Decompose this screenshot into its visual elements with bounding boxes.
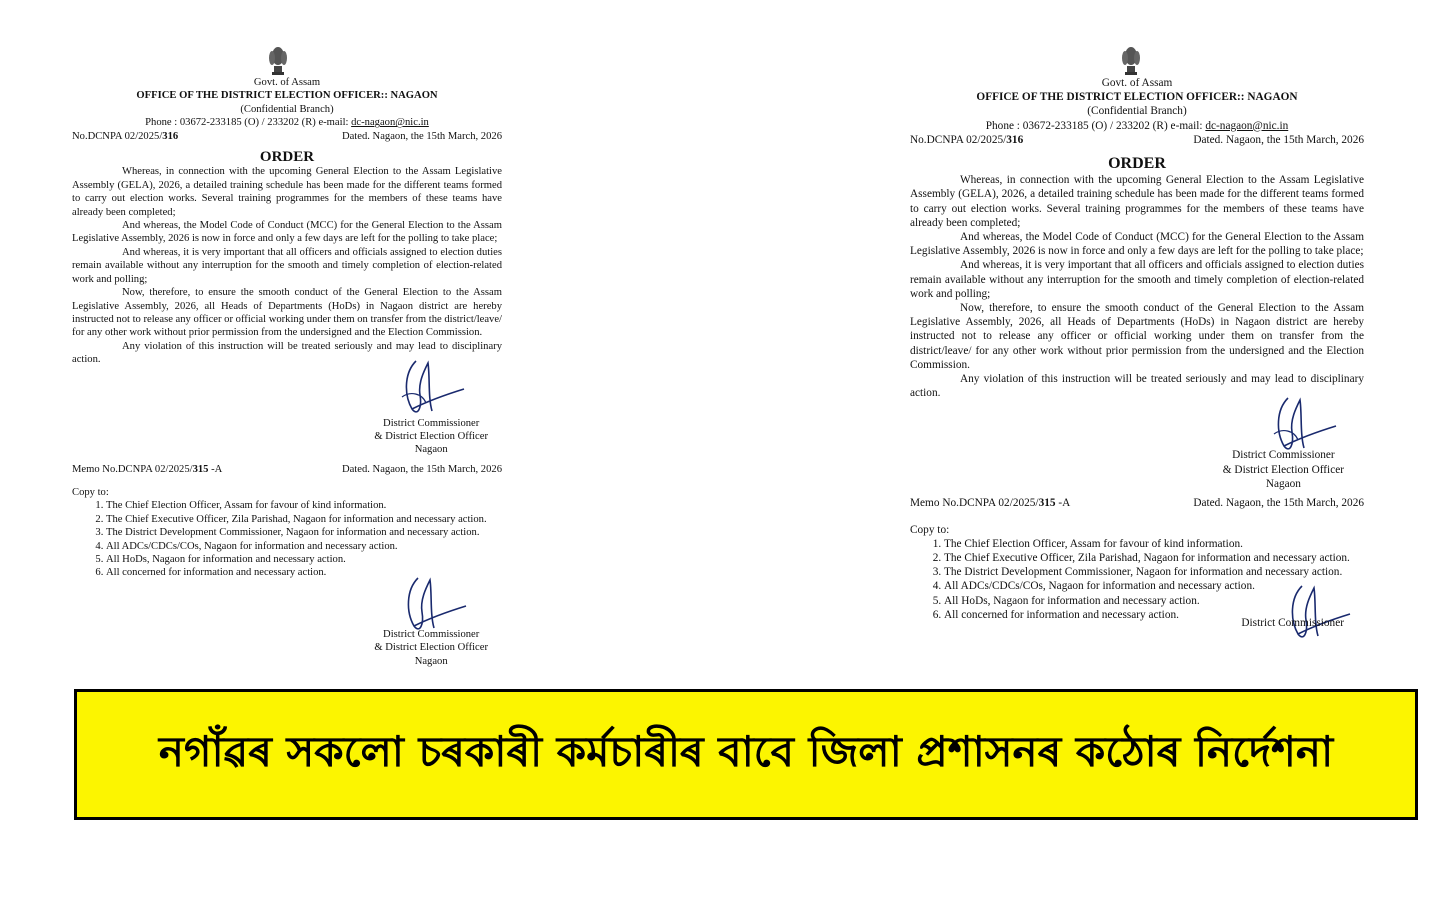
signature-block (72, 367, 502, 456)
list-item: 1. The Chief Election Officer, Assam for favour of kind information. (944, 537, 1364, 551)
reference-row (72, 130, 502, 143)
copy-to-list (72, 499, 502, 579)
list-item: 6. All concerned for information and necessary action. (944, 608, 1364, 622)
order-number: No.DCNPA 02/2025/316 (72, 130, 179, 142)
order-title: ORDER (259, 149, 315, 166)
list-item: 4. All ADCs/CDCs/COs, Nagaon for information and necessary action. (944, 579, 1364, 593)
order-paragraph: And whereas, it is very important that all officers and officials assigned to election duties remain available without any interruption for the smooth and timely completion of election-related work and polling; (72, 246, 502, 285)
order-paragraph: Any violation of this instruction will be treated seriously and may lead to disciplinary action. (72, 340, 502, 366)
memo-row (910, 496, 1364, 510)
list-item: 6. All concerned for information and necessary action. (106, 566, 502, 579)
govt-line: Govt. of Assam (253, 77, 321, 88)
signatory-text: District Commissioner & District Election Officer Nagaon (374, 628, 488, 667)
signature-block (910, 400, 1364, 490)
order-paragraph: And whereas, the Model Code of Conduct (MCC) for the General Election to the Assam Legislative Assembly, 2026 is now in force and only a few days are left for the polling to take place; (910, 231, 1364, 258)
phone-text: Phone : 03672-233185 (O) / 233202 (R) e-mail: (145, 117, 349, 129)
list-item: 3. The District Development Commissioner, Nagaon for information and necessary action. (944, 565, 1364, 579)
order-paragraph: Now, therefore, to ensure the smooth conduct of the General Election to the Assam Legislative Assembly, 2026, all Heads of Departments (HoDs) in Nagaon district are hereby instructed not to release any officer or official working under them on transfer from the district/leave/ for any other work without prior permission from the undersigned and the Election Commission. (910, 302, 1364, 371)
phone-text: Phone : 03672-233185 (O) / 233202 (R) e-mail: (985, 119, 1203, 132)
list-item: 4. All ADCs/CDCs/COs, Nagaon for information and necessary action. (106, 540, 502, 553)
contact-line (910, 119, 1364, 133)
order-paragraph: Whereas, in connection with the upcoming General Election to the Assam Legislative Assembly (GELA), 2026, a detailed training schedule has been made for the different teams formed to carry out election works. Several training programmes for the members of these teams have already been completed; (910, 174, 1364, 229)
order-document-left (72, 42, 502, 667)
signatory-text: District Commissioner (1241, 617, 1344, 630)
branch-line: (Confidential Branch) (1087, 105, 1187, 118)
contact-line (72, 116, 502, 129)
order-paragraph: And whereas, the Model Code of Conduct (MCC) for the General Election to the Assam Legislative Assembly, 2026 is now in force and only a few days are left for the polling to take place; (72, 220, 502, 245)
copy-to-label: Copy to: (910, 523, 950, 536)
state-emblem-icon (265, 42, 291, 76)
order-number: No.DCNPA 02/2025/316 (910, 133, 1024, 146)
signatory-text: District Commissioner & District Election Officer Nagaon (1222, 449, 1344, 490)
branch-line: (Confidential Branch) (240, 103, 334, 115)
email-link[interactable]: dc-nagaon@nic.in (1205, 119, 1289, 132)
order-title: ORDER (1108, 155, 1166, 173)
list-item: 2. The Chief Executive Officer, Zila Parishad, Nagaon for information and necessary action. (106, 513, 502, 526)
order-date: Dated. Nagaon, the 15th March, 2026 (1193, 133, 1364, 146)
list-item: 2. The Chief Executive Officer, Zila Parishad, Nagaon for information and necessary action. (944, 551, 1364, 565)
reference-row (910, 133, 1364, 147)
memo-date: Dated. Nagaon, the 15th March, 2026 (1193, 497, 1364, 510)
copy-to-label: Copy to: (72, 486, 109, 498)
order-date: Dated. Nagaon, the 15th March, 2026 (341, 130, 502, 142)
order-paragraph: Now, therefore, to ensure the smooth conduct of the General Election to the Assam Legislative Assembly, 2026, all Heads of Departments (HoDs) in Nagaon district are hereby instructed not to release any officer or official working under them on transfer from the district/leave/ for any other work without prior permission from the undersigned and the Election Commission. (72, 287, 502, 339)
list-item: 1. The Chief Election Officer, Assam for favour of kind information. (106, 499, 502, 512)
govt-line: Govt. of Assam (1101, 77, 1173, 89)
signatory-text: District Commissioner & District Election Officer Nagaon (374, 417, 488, 456)
order-paragraph: Any violation of this instruction will be treated seriously and may lead to disciplinary action. (910, 373, 1364, 400)
memo-date: Dated. Nagaon, the 15th March, 2026 (341, 463, 502, 475)
memo-row (72, 463, 502, 476)
order-document-right (910, 42, 1364, 706)
memo-number: Memo No.DCNPA 02/2025/315 -A (72, 463, 223, 475)
office-name: OFFICE OF THE DISTRICT ELECTION OFFICER:: NAGAON (136, 90, 438, 102)
list-item: 3. The District Development Commissioner, Nagaon for information and necessary action. (106, 526, 502, 539)
list-item: 5. All HoDs, Nagaon for information and necessary action. (106, 553, 502, 566)
headline-text: নগাঁৱৰ সকলো চৰকাৰী কৰ্মচাৰীৰ বাবে জিলা প্ৰশাসনৰ কঠোৰ নিৰ্দেশনা (158, 727, 1334, 776)
headline-banner (74, 689, 1418, 820)
signature-block (72, 580, 502, 667)
order-paragraph: And whereas, it is very important that all officers and officials assigned to election duties remain available without any interruption for the smooth and timely completion of election-related work and polling; (910, 259, 1364, 300)
list-item: 5. All HoDs, Nagaon for information and necessary action. (944, 594, 1364, 608)
memo-number: Memo No.DCNPA 02/2025/315 -A (910, 497, 1071, 510)
office-name: OFFICE OF THE DISTRICT ELECTION OFFICER:: NAGAON (976, 91, 1298, 104)
state-emblem-icon (1118, 42, 1144, 76)
order-paragraph: Whereas, in connection with the upcoming General Election to the Assam Legislative Assembly (GELA), 2026, a detailed training schedule has been made for the different teams formed to carry out election works. Several training programmes for the members of these teams have already been completed; (72, 166, 502, 218)
email-link[interactable]: dc-nagaon@nic.in (351, 117, 429, 129)
